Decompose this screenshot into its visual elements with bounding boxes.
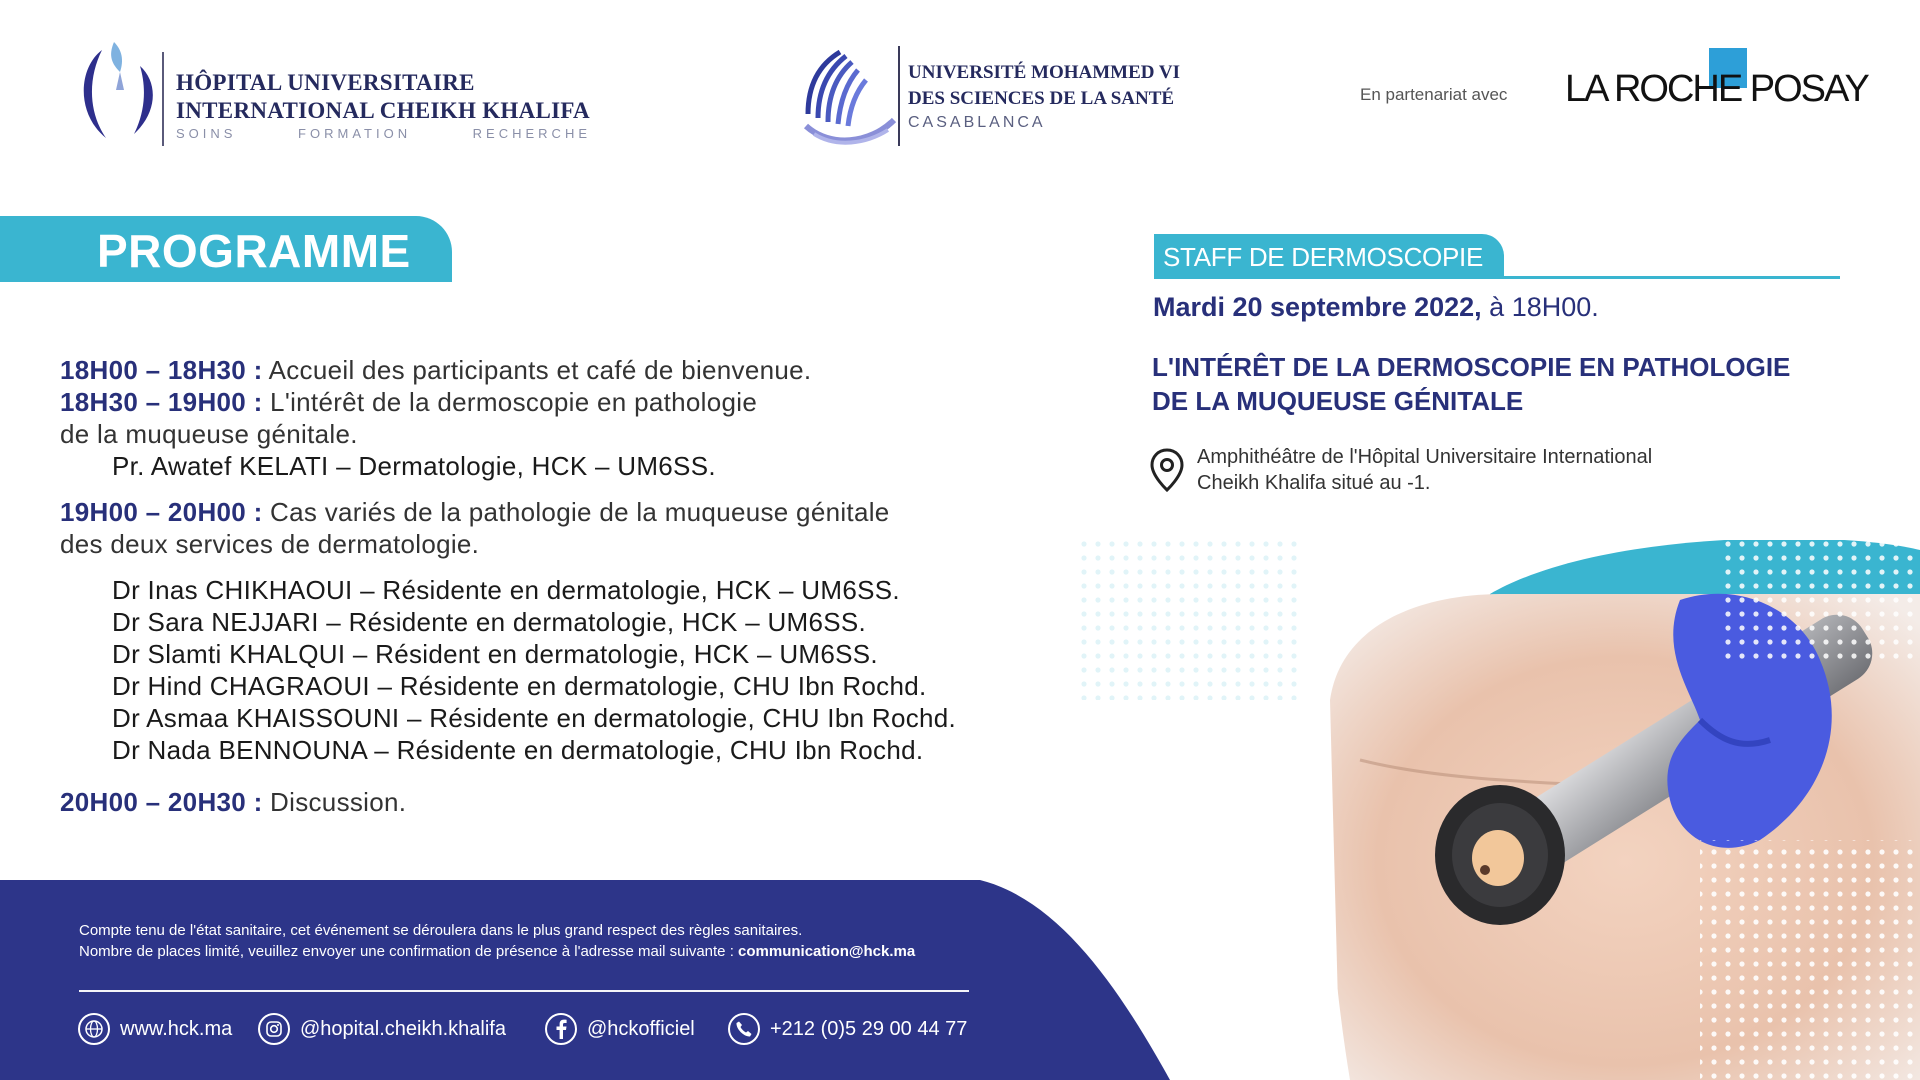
event-time: à 18H00. [1481, 292, 1599, 322]
schedule-time: 18H00 – 18H30 : [60, 355, 263, 385]
um6ss-logo [800, 44, 1200, 154]
schedule-text: L'intérêt de la dermoscopie en pathologie [262, 387, 758, 417]
hck-tag-formation: FORMATION [298, 126, 412, 141]
phone-icon [728, 1013, 760, 1045]
notice-line1: Compte tenu de l'état sanitaire, cet événement se déroulera dans le plus grand respect des règles sanitaires. [79, 922, 803, 939]
facebook-text: @hckofficiel [587, 1017, 695, 1040]
spacer [60, 766, 1060, 786]
um6ss-city: CASABLANCA [908, 114, 1046, 131]
speaker: Dr Sara NEJJARI – Résidente en dermatologie, HCK – UM6SS. [112, 607, 867, 637]
event-subject-line2: DE LA MUQUEUSE GÉNITALE [1152, 386, 1524, 416]
speaker: Dr Hind CHAGRAOUI – Résidente en dermatologie, CHU Ibn Rochd. [112, 671, 927, 701]
event-subject-line1: L'INTÉRÊT DE LA DERMOSCOPIE EN PATHOLOGIE [1152, 352, 1791, 382]
hck-name-line1: HÔPITAL UNIVERSITAIRE [176, 70, 475, 95]
event-date-day: Mardi 20 septembre 2022, [1153, 292, 1482, 322]
speaker: Pr. Awatef KELATI – Dermatologie, HCK – UM6SS. [112, 451, 716, 481]
schedule-item [60, 496, 1060, 528]
notice-line2-text: Nombre de places limité, veuillez envoyer une confirmation de présence à l'adresse mail suivante : [79, 943, 739, 960]
dermoscopy-photo [1080, 540, 1920, 1080]
instagram-text: @hopital.cheikh.khalifa [300, 1017, 506, 1040]
speaker: Dr Asmaa KHAISSOUNI – Résidente en dermatologie, CHU Ibn Rochd. [112, 703, 957, 733]
um6ss-emblem-icon [800, 44, 896, 148]
staff-underline [1154, 276, 1840, 279]
location-pin-icon [1150, 448, 1184, 492]
schedule-item [60, 354, 1060, 386]
hck-tagline [176, 126, 591, 141]
partner-label: En partenariat avec [1360, 85, 1508, 104]
schedule [60, 354, 1060, 818]
event-date [1153, 292, 1599, 323]
hck-tag-soins: SOINS [176, 126, 237, 141]
schedule-time: 18H30 – 19H00 : [60, 387, 263, 417]
venue-line2: Cheikh Khalifa situé au -1. [1197, 472, 1431, 494]
schedule-text: Cas variés de la pathologie de la muqueuse génitale [262, 497, 890, 527]
schedule-item [60, 786, 1060, 818]
phone-text: +212 (0)5 29 00 44 77 [770, 1017, 968, 1040]
schedule-time: 20H00 – 20H30 : [60, 787, 263, 817]
lrp-wordmark: LA ROCHE POSAY [1565, 68, 1868, 110]
hck-name-line2: INTERNATIONAL CHEIKH KHALIFA [176, 98, 590, 123]
notice-line2 [79, 941, 1059, 962]
programme-title: PROGRAMME [97, 225, 411, 277]
speaker: Dr Inas CHIKHAOUI – Résidente en dermatologie, HCK – UM6SS. [112, 575, 900, 605]
phone-link[interactable] [728, 1012, 967, 1046]
schedule-text-cont: des deux services de dermatologie. [60, 529, 480, 559]
event-subject [1152, 350, 1872, 418]
event-category: STAFF DE DERMOSCOPIE [1163, 242, 1483, 272]
um6ss-name-line1: UNIVERSITÉ MOHAMMED VI [908, 62, 1181, 83]
footer-notice [79, 920, 1059, 962]
la-roche-posay-logo [1565, 48, 1868, 110]
schedule-time: 19H00 – 20H00 : [60, 497, 263, 527]
event-venue [1197, 444, 1757, 496]
schedule-text: Accueil des participants et café de bienvenue. [262, 355, 812, 385]
facebook-link[interactable] [545, 1012, 695, 1046]
um6ss-divider [898, 46, 900, 146]
spacer [60, 560, 1060, 574]
contact-email[interactable]: communication@hck.ma [738, 943, 916, 960]
globe-icon [78, 1013, 110, 1045]
schedule-text: Discussion. [262, 787, 407, 817]
instagram-icon [258, 1013, 290, 1045]
um6ss-name-line2: DES SCIENCES DE LA SANTÉ [908, 88, 1175, 109]
instagram-link[interactable] [258, 1012, 506, 1046]
facebook-icon [545, 1013, 577, 1045]
hck-emblem-icon [72, 42, 162, 146]
schedule-item [60, 386, 1060, 418]
speaker: Dr Nada BENNOUNA – Résidente en dermatologie, CHU Ibn Rochd. [112, 735, 924, 765]
hck-logo [72, 42, 592, 154]
schedule-text-cont: de la muqueuse génitale. [60, 419, 358, 449]
venue-line1: Amphithéâtre de l'Hôpital Universitaire International [1197, 446, 1653, 468]
speaker: Dr Slamti KHALQUI – Résident en dermatologie, HCK – UM6SS. [112, 639, 878, 669]
footer-band [0, 880, 1180, 1080]
footer-divider [79, 990, 969, 992]
spacer [60, 482, 1060, 496]
hck-divider [162, 52, 164, 146]
website-text: www.hck.ma [120, 1017, 233, 1040]
hck-tag-recherche: RECHERCHE [472, 126, 591, 141]
website-link[interactable] [78, 1012, 232, 1046]
